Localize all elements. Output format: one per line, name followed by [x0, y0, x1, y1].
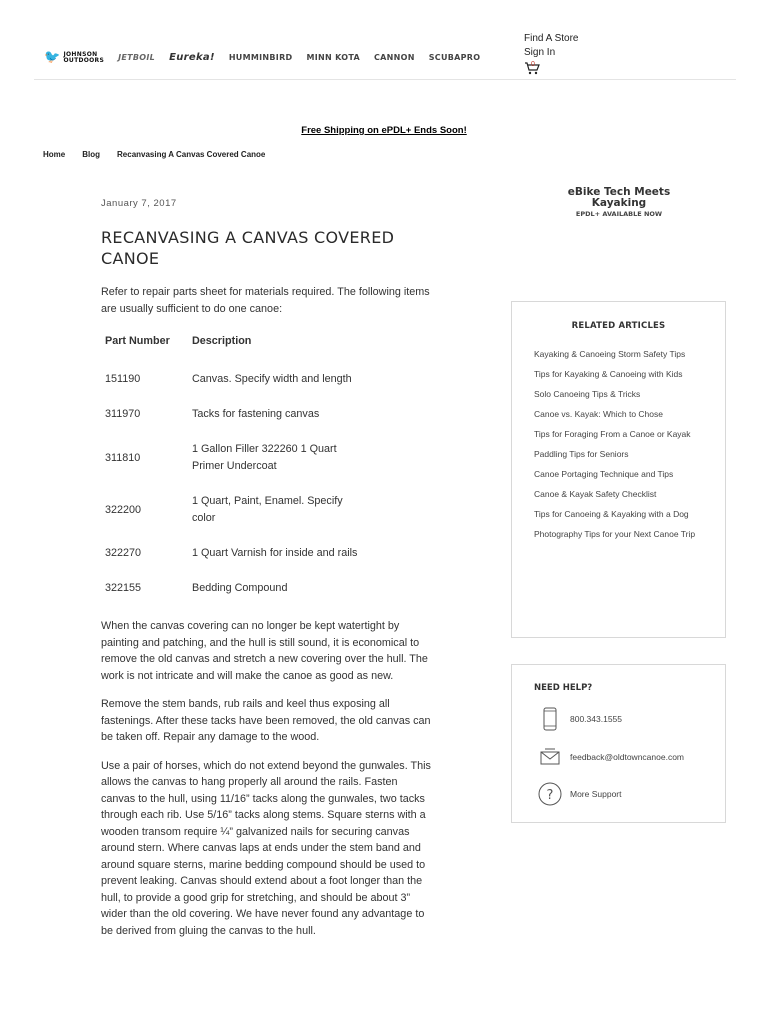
related-article-link[interactable]: Solo Canoeing Tips & Tricks	[534, 389, 641, 399]
part-number: 151190	[105, 373, 141, 385]
part-description: Bedding Compound	[192, 582, 288, 594]
part-number: 311970	[105, 408, 141, 420]
svg-text:?: ?	[546, 788, 554, 803]
ebike-promo-title: eBike Tech Meets Kayaking	[567, 186, 671, 209]
phone-link[interactable]	[538, 707, 622, 731]
johnson-outdoors-logo[interactable]: 🐦 JOHNSON OUTDOORS	[44, 50, 105, 65]
related-article-link[interactable]: Photography Tips for your Next Canoe Trip	[534, 529, 696, 539]
column-header: Part Number	[105, 335, 170, 347]
part-description: Tacks for fastening canvas	[192, 408, 320, 420]
article-date: January 7, 2017	[101, 198, 177, 209]
column-header: Description	[192, 335, 252, 347]
related-article-link[interactable]: Kayaking & Canoeing Storm Safety Tips	[534, 349, 686, 359]
jetboil-logo[interactable]: JETBOIL	[118, 53, 156, 62]
related-article-link[interactable]: Canoe vs. Kayak: Which to Chose	[534, 409, 663, 419]
related-article-link[interactable]: Canoe & Kayak Safety Checklist	[534, 489, 657, 499]
related-article-link[interactable]: Tips for Kayaking & Canoeing with Kids	[534, 369, 683, 379]
humminbird-logo[interactable]: HUMMINBIRD	[228, 53, 293, 62]
article-paragraph: Use a pair of horses, which do not extend beyond the gunwales. This allows the canvas to hang properly all around the rails. Fasten canvas to the hull, using 11/16” tacks along the gunwales, two tacks through each rib. Use 5/16” tacks along stems. Square sterns with a wooden transom require ¼” galvanized nails for securing canvas around stern. Where canvas laps at ends under the stem band and around square sterns, marine bedding compound should be used to prevent leaking. Canvas should extend about a foot longer than the hull, to provide a good grip for stretching, and should be about 3” wider than the old covering. We have never found any advantage to be derived from gluing the canvas to the hull.	[101, 759, 431, 937]
minnkota-logo[interactable]: MINN KOTA	[306, 53, 360, 62]
article-title: RECANVASING A CANVAS COVERED CANOE	[101, 228, 395, 268]
table-row	[101, 432, 368, 484]
article-intro: Refer to repair parts sheet for materials required. The following items are usually sufficient to do one canoe:	[101, 286, 430, 315]
part-description: 1 Quart Varnish for inside and rails	[192, 547, 358, 559]
phone-number: 800.343.1555	[570, 714, 622, 724]
table-row	[101, 536, 368, 571]
need-help-panel	[511, 664, 726, 823]
part-number: 322155	[105, 582, 142, 594]
cart-button[interactable]	[524, 61, 542, 77]
article-paragraph: Remove the stem bands, rub rails and keel thus exposing all fastenings. After these tacks have been removed, the old canvas can be taken off. Repair any damage to the wood.	[101, 698, 431, 743]
breadcrumb	[43, 150, 265, 159]
sign-in-link[interactable]: Sign In	[524, 47, 556, 58]
scubapro-logo[interactable]: SCUBAPRO	[428, 53, 481, 62]
table-row	[101, 397, 368, 432]
related-article-link[interactable]: Paddling Tips for Seniors	[534, 449, 629, 459]
promo-banner	[0, 125, 768, 136]
more-support-link[interactable]	[538, 782, 622, 806]
table-header-row	[101, 331, 368, 362]
eureka-logo[interactable]: Eureka!	[169, 52, 215, 63]
breadcrumb-current: Recanvasing A Canvas Covered Canoe	[117, 150, 266, 159]
need-help-title: NEED HELP?	[534, 683, 593, 693]
breadcrumb-blog[interactable]: Blog	[82, 150, 101, 159]
brand-bar	[44, 50, 480, 65]
utility-nav	[524, 32, 578, 77]
promo-link[interactable]: Free Shipping on ePDL+ Ends Soon!	[301, 125, 467, 136]
more-support-label: More Support	[570, 789, 622, 799]
cart-count: 0	[531, 61, 535, 68]
part-description: Canvas. Specify width and length	[192, 373, 352, 385]
related-article-link[interactable]: Tips for Canoeing & Kayaking with a Dog	[534, 509, 689, 519]
breadcrumb-home[interactable]: Home	[43, 150, 66, 159]
part-number: 311810	[105, 451, 141, 464]
ebike-promo[interactable]	[540, 187, 698, 218]
question-icon	[538, 782, 562, 806]
related-articles-list	[534, 347, 699, 542]
article-paragraph: When the canvas covering can no longer be kept watertight by painting and patching, and the hull is still sound, it is economical to remove the old canvas and stretch a new covering over the hull. The work is not intricate and will make the canoe as good as new.	[101, 620, 428, 682]
related-article-link[interactable]: Tips for Foraging From a Canoe or Kayak	[534, 429, 691, 439]
table-row	[101, 362, 368, 397]
find-store-link[interactable]: Find A Store	[524, 33, 579, 44]
related-articles-title: RELATED ARTICLES	[571, 321, 666, 331]
cannon-logo[interactable]: CANNON	[373, 53, 415, 62]
mail-icon	[538, 745, 562, 769]
table-row	[101, 571, 368, 606]
part-number: 322200	[105, 503, 142, 516]
loon-icon: 🐦	[44, 50, 61, 65]
article	[101, 198, 431, 939]
part-number: 322270	[105, 547, 142, 559]
related-article-link[interactable]: Canoe Portaging Technique and Tips	[534, 469, 674, 479]
table-row	[101, 484, 368, 536]
site-header	[34, 30, 736, 80]
part-description: 1 Quart, Paint, Enamel. Specify color	[192, 495, 343, 524]
related-articles-panel	[511, 301, 726, 638]
ebike-promo-subtitle: EPDL+ AVAILABLE NOW	[575, 210, 663, 218]
part-description: 1 Gallon Filler 322260 1 Quart Primer Undercoat	[192, 443, 337, 472]
parts-table	[101, 331, 368, 606]
email-address: feedback@oldtowncanoe.com	[570, 752, 685, 762]
email-link[interactable]	[538, 745, 684, 769]
phone-icon	[538, 707, 562, 731]
